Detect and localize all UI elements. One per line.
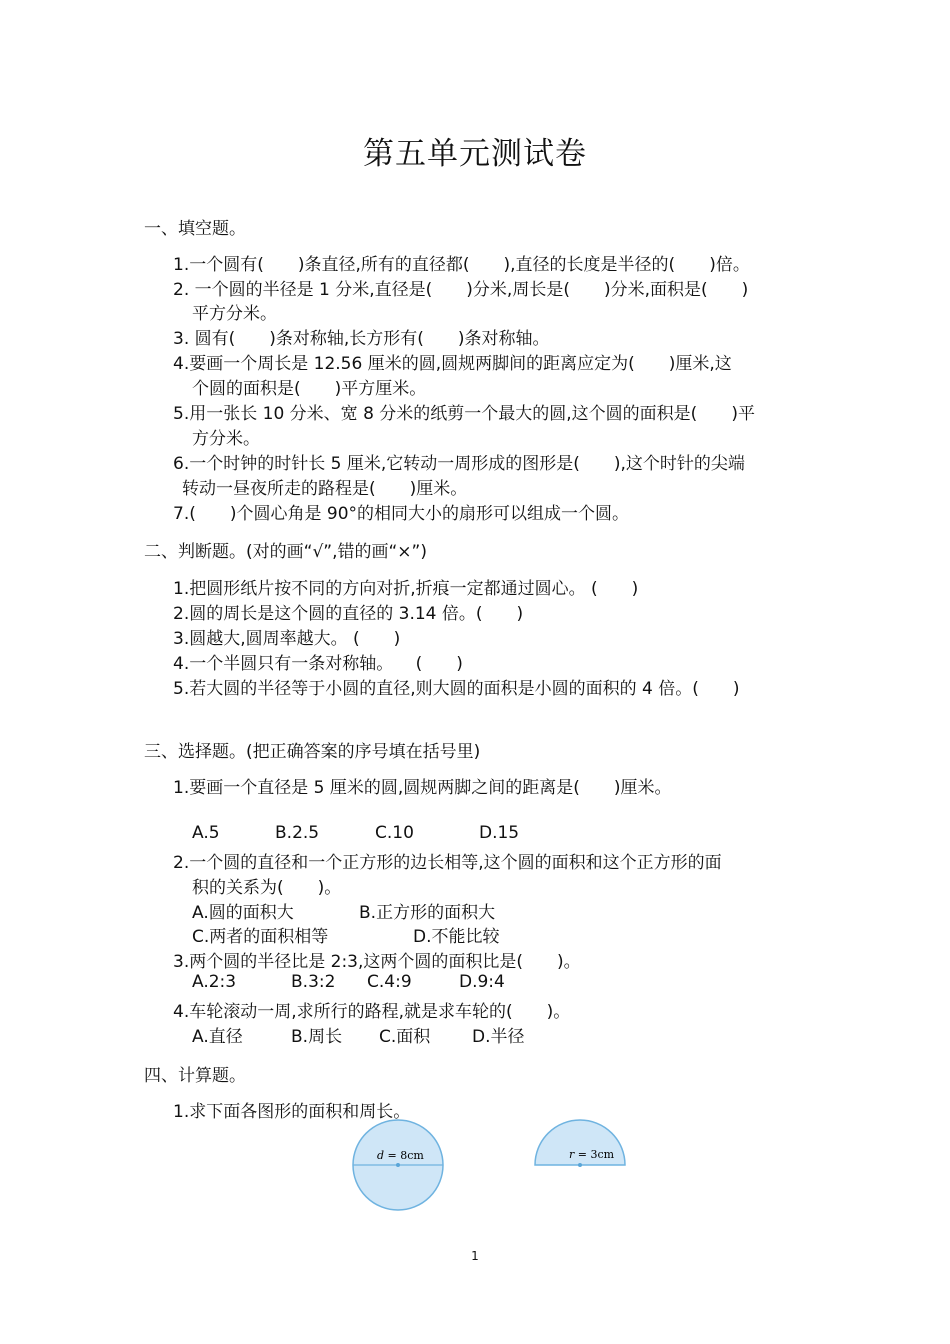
semicircle-center-dot <box>578 1163 582 1167</box>
choice-question-4: 4.车轮滚动一周,求所行的路程,就是求车轮的( )。 <box>173 1002 571 1022</box>
choice-q2-option-a: A.圆的面积大 <box>192 903 294 923</box>
choice-q3-option-c: C.4:9 <box>367 972 412 992</box>
judge-question-5: 5.若大圆的半径等于小圆的直径,则大圆的面积是小圆的面积的 4 倍。( ) <box>173 679 740 699</box>
fill-question-2: 2. 一个圆的半径是 1 分米,直径是( )分米,周长是( )分米,面积是( ) <box>173 280 749 300</box>
choice-q3-option-d: D.9:4 <box>459 972 505 992</box>
section-judge-heading: 二、判断题。(对的画“√”,错的画“×”) <box>144 542 427 562</box>
fill-question-2-cont: 平方分米。 <box>192 304 277 324</box>
judge-question-4: 4.一个半圆只有一条对称轴。 ( ) <box>173 654 463 674</box>
choice-q4-option-d: D.半径 <box>472 1027 525 1047</box>
fill-question-4-cont: 个圆的面积是( )平方厘米。 <box>192 379 427 399</box>
choice-question-3: 3.两个圆的半径比是 2:3,这两个圆的面积比是( )。 <box>173 952 581 972</box>
choice-q2-option-c: C.两者的面积相等 <box>192 927 329 947</box>
semicircle-figure <box>525 1112 635 1172</box>
circle-center-dot <box>396 1163 400 1167</box>
fill-question-1: 1.一个圆有( )条直径,所有的直径都( ),直径的长度是半径的( )倍。 <box>173 255 750 275</box>
fill-question-5: 5.用一张长 10 分米、宽 8 分米的纸剪一个最大的圆,这个圆的面积是( )平 <box>173 404 755 424</box>
choice-question-1: 1.要画一个直径是 5 厘米的圆,圆规两脚之间的距离是( )厘米。 <box>173 778 672 798</box>
choice-q3-option-b: B.3:2 <box>291 972 336 992</box>
choice-q1-option-c: C.10 <box>375 823 414 843</box>
choice-question-2-cont: 积的关系为( )。 <box>192 878 342 898</box>
choice-q1-option-b: B.2.5 <box>275 823 320 843</box>
circle-diameter-label: d = 8cm <box>377 1149 424 1162</box>
judge-question-2: 2.圆的周长是这个圆的直径的 3.14 倍。( ) <box>173 604 524 624</box>
page-title: 第五单元测试卷 <box>363 136 587 172</box>
judge-question-3: 3.圆越大,圆周率越大。 ( ) <box>173 629 401 649</box>
section-choice-heading: 三、选择题。(把正确答案的序号填在括号里) <box>144 742 481 762</box>
choice-q4-option-c: C.面积 <box>379 1027 431 1047</box>
choice-q4-option-b: B.周长 <box>291 1027 343 1047</box>
choice-q2-option-b: B.正方形的面积大 <box>359 903 496 923</box>
calc-question-1: 1.求下面各图形的面积和周长。 <box>173 1102 411 1122</box>
fill-question-4: 4.要画一个周长是 12.56 厘米的圆,圆规两脚间的距离应定为( )厘米,这 <box>173 354 732 374</box>
choice-question-2: 2.一个圆的直径和一个正方形的边长相等,这个圆的面积和这个正方形的面 <box>173 853 722 873</box>
section-calc-heading: 四、计算题。 <box>144 1066 246 1086</box>
fill-question-6-cont: 转动一昼夜所走的路程是( )厘米。 <box>182 479 468 499</box>
semicircle-radius-label: r = 3cm <box>569 1148 615 1161</box>
choice-q1-option-d: D.15 <box>479 823 520 843</box>
choice-q3-option-a: A.2:3 <box>192 972 237 992</box>
fill-question-7: 7.( )个圆心角是 90°的相同大小的扇形可以组成一个圆。 <box>173 504 630 524</box>
fill-question-3: 3. 圆有( )条对称轴,长方形有( )条对称轴。 <box>173 329 550 349</box>
judge-question-1: 1.把圆形纸片按不同的方向对折,折痕一定都通过圆心。 ( ) <box>173 579 639 599</box>
page-number: 1 <box>471 1249 479 1263</box>
circle-figure <box>340 1115 460 1215</box>
fill-question-6: 6.一个时钟的时针长 5 厘米,它转动一周形成的图形是( ),这个时针的尖端 <box>173 454 745 474</box>
choice-q4-option-a: A.直径 <box>192 1027 243 1047</box>
choice-q1-option-a: A.5 <box>192 823 220 843</box>
section-fill-heading: 一、填空题。 <box>144 219 246 239</box>
choice-q2-option-d: D.不能比较 <box>413 927 500 947</box>
fill-question-5-cont: 方分米。 <box>192 429 260 449</box>
